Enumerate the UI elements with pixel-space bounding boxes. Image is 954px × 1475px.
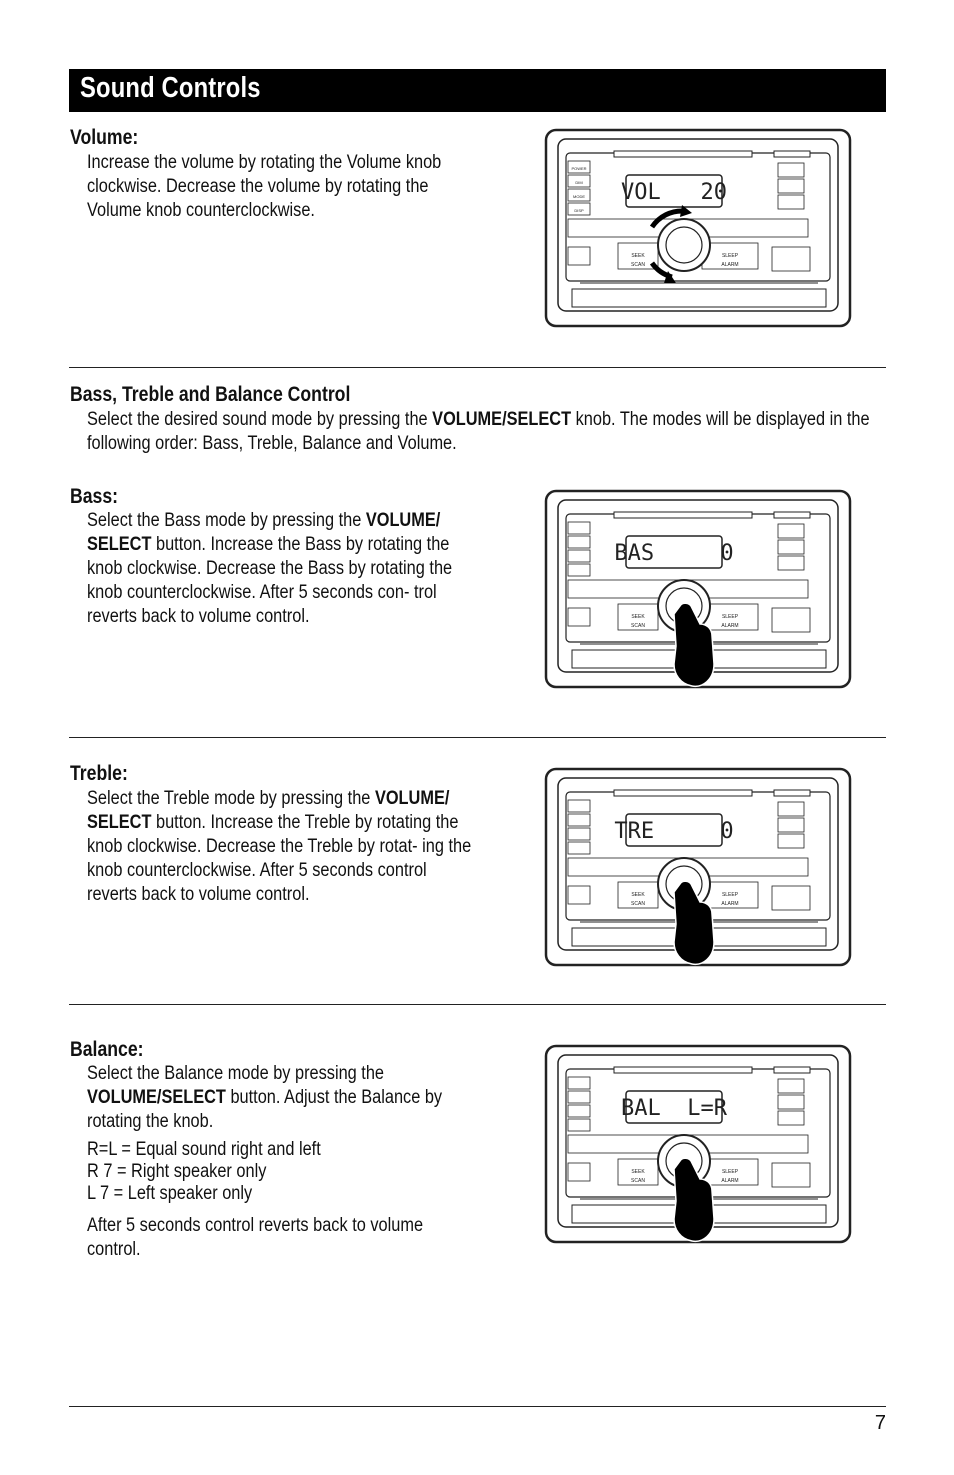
page-title: Sound Controls — [80, 72, 261, 104]
lcd-display-balance: BAL L=R — [621, 1096, 727, 1121]
bass-heading: Bass: — [70, 485, 119, 508]
svg-text:ALARM: ALARM — [721, 262, 739, 268]
svg-text:SCAN: SCAN — [631, 262, 645, 268]
balance-option-equal: R=L = Equal sound right and left — [87, 1139, 321, 1160]
svg-text:MODE: MODE — [573, 194, 585, 199]
svg-text:ALARM: ALARM — [721, 901, 739, 907]
svg-text:SLEEP: SLEEP — [721, 1169, 739, 1175]
footer-divider — [69, 1406, 886, 1407]
radio-illustration-bass — [542, 488, 854, 694]
svg-text:SEEK: SEEK — [631, 253, 645, 259]
page-number: 7 — [874, 1412, 886, 1434]
svg-text:SCAN: SCAN — [631, 1178, 645, 1184]
lcd-display-treble: TRE 0 — [614, 819, 734, 844]
svg-text:POWER: POWER — [571, 166, 587, 171]
svg-text:ALARM: ALARM — [721, 1178, 739, 1184]
svg-text:SCAN: SCAN — [631, 623, 645, 629]
radio-illustration-volume — [542, 127, 854, 333]
svg-text:SEEK: SEEK — [631, 1169, 645, 1175]
svg-text:DISP: DISP — [574, 208, 584, 213]
radio-illustration-balance — [542, 1043, 854, 1249]
balance-option-left: L 7 = Left speaker only — [87, 1183, 253, 1204]
section-divider — [69, 1004, 886, 1005]
svg-text:SEEK: SEEK — [631, 614, 645, 620]
balance-heading: Balance: — [70, 1038, 144, 1061]
svg-text:SLEEP: SLEEP — [721, 892, 739, 898]
balance-text: Select the Balance mode by pressing the VOLUME/SELECT button. Adjust the Balance by rotating the knob. — [87, 1063, 443, 1132]
treble-text: Select the Treble mode by pressing the VOLUME/ SELECT button. Increase the Treble by rotating the knob clockwise. Decrease the Treble by rotat- ing the knob counterclockwise. After 5 seconds control reverts back to volume control. — [87, 788, 472, 905]
btb-text: Select the desired sound mode by pressing the VOLUME/SELECT knob. The modes will be displayed in the following order: Bass, Treble, Balance and Volume. — [87, 409, 870, 454]
section-divider — [69, 367, 886, 368]
lcd-display-volume: VOL 20 — [621, 180, 727, 205]
section-divider — [69, 737, 886, 738]
lcd-display-bass: BAS 0 — [614, 541, 734, 566]
volume-text: Increase the volume by rotating the Volume knob clockwise. Decrease the volume by rotating the Volume knob counterclockwise. — [87, 152, 442, 221]
svg-text:DIM: DIM — [575, 180, 583, 185]
balance-after-text: After 5 seconds control reverts back to volume control. — [87, 1215, 424, 1260]
svg-text:SEEK: SEEK — [631, 892, 645, 898]
radio-illustration-treble — [542, 766, 854, 972]
svg-text:SLEEP: SLEEP — [721, 614, 739, 620]
treble-heading: Treble: — [70, 762, 128, 785]
svg-text:SCAN: SCAN — [631, 901, 645, 907]
volume-heading: Volume: — [70, 126, 139, 149]
section-banner — [69, 69, 886, 112]
svg-text:SLEEP: SLEEP — [721, 253, 739, 259]
balance-option-right: R 7 = Right speaker only — [87, 1161, 267, 1182]
bass-text: Select the Bass mode by pressing the VOLUME/ SELECT button. Increase the Bass by rotating the knob clockwise. Decrease the Bass by rotating the knob counterclockwise. After 5 seconds con- trol reverts back to volume control. — [87, 510, 453, 627]
btb-heading: Bass, Treble and Balance Control — [70, 383, 351, 406]
svg-text:ALARM: ALARM — [721, 623, 739, 629]
